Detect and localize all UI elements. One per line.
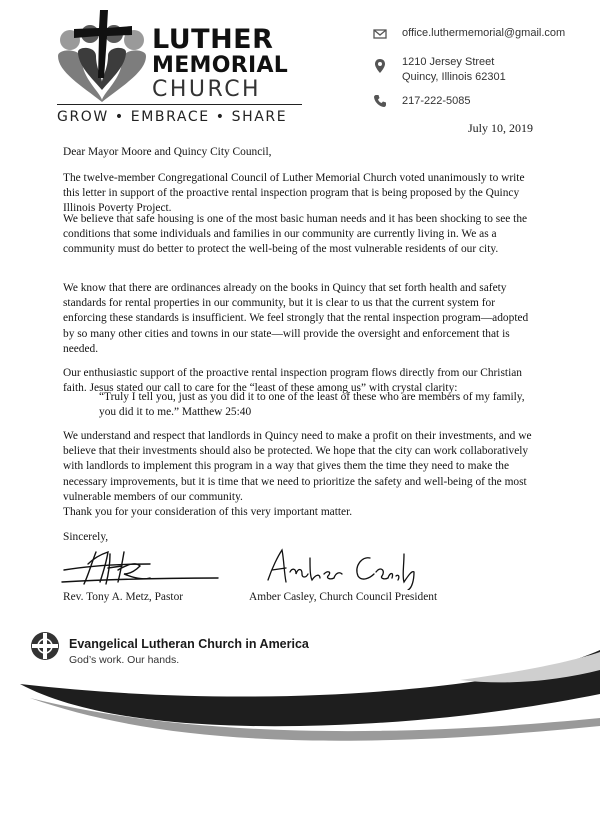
city-address: Quincy, Illinois 62301 [402, 71, 506, 83]
paragraph-3-text: We know that there are ordinances already on the books in Quincy that set forth health and safety standards for rental properties in our community, but it is clear to us that the current system for enforcing these standards is insufficient. We feel strongly that the rental inspection program—adopted by so many other cities and towns in our state—will provide the oversight and enforcement that is needed. [63, 282, 529, 355]
location-pin-icon [372, 58, 388, 74]
elca-motto: God’s work. Our hands. [69, 654, 180, 666]
elca-cross-icon [30, 631, 60, 661]
scripture-quote-text: “Truly I tell you, just as you did it to one of the least of these who are members of my family, you did it to me.” Matthew 25:40 [99, 391, 525, 419]
paragraph-6-text: Thank you for your consideration of this very important matter. [63, 506, 353, 518]
phone-icon [372, 93, 388, 109]
paragraph-1 [63, 171, 539, 217]
paragraph-5-text: We understand and respect that landlords in Quincy need to make a profit on their investments, and we believe that their investments should also be protected. We hope that the city can work collaboratively with landlords to implement this program in a way that gives them the time they need to make the necessary improvements, but it is time that we need to prioritize the safety and well-being of the most vulnerable members of our community. [63, 430, 532, 503]
elca-name: Evangelical Lutheran Church in America [69, 637, 309, 651]
church-name-line2: MEMORIAL [152, 53, 289, 78]
envelope-icon [372, 26, 388, 42]
letter-date: July 10, 2019 [468, 121, 534, 135]
paragraph-4-text: Our enthusiastic support of the proactive rental inspection program flows directly from our Christian faith. Jesus stated our call to care for the “least of these among us” with crystal clarity: [63, 367, 522, 395]
signatures [58, 544, 433, 590]
president-signature [268, 550, 414, 590]
paragraph-1-text: The twelve-member Congregational Council of Luther Memorial Church voted unanimously to write this letter in support of the proactive rental inspection program that is being proposed by the Quincy Illinois Poverty Project. [63, 172, 525, 215]
scripture-quote [99, 390, 539, 420]
church-name-line3: CHURCH [152, 77, 262, 102]
pastor-signature [62, 552, 218, 584]
logo-divider [57, 104, 302, 105]
paragraph-2-text: We believe that safe housing is one of the most basic human needs and it has been shocking to see the conditions that some individuals and families in our community are currently living in. We as a community must do better to protect the well-being of the most vulnerable residents of our city. [63, 213, 528, 256]
street-address: 1210 Jersey Street [402, 56, 495, 68]
phone-number: 217-222-5085 [402, 95, 471, 107]
signer-pastor: Rev. Tony A. Metz, Pastor [63, 591, 184, 603]
paragraph-6 [63, 505, 539, 520]
email-address: office.luthermemorial@gmail.com [402, 27, 566, 39]
cross-logo-icon [52, 8, 152, 104]
paragraph-2 [63, 212, 539, 258]
salutation: Dear Mayor Moore and Quincy City Council, [63, 146, 272, 158]
signer-president: Amber Casley, Church Council President [249, 591, 438, 603]
church-name [152, 26, 312, 101]
closing: Sincerely, [63, 531, 109, 543]
paragraph-5 [63, 429, 539, 505]
tagline: GROW • EMBRACE • SHARE [57, 109, 288, 125]
paragraph-3 [63, 281, 539, 357]
church-name-line1: LUTHER [152, 24, 274, 55]
